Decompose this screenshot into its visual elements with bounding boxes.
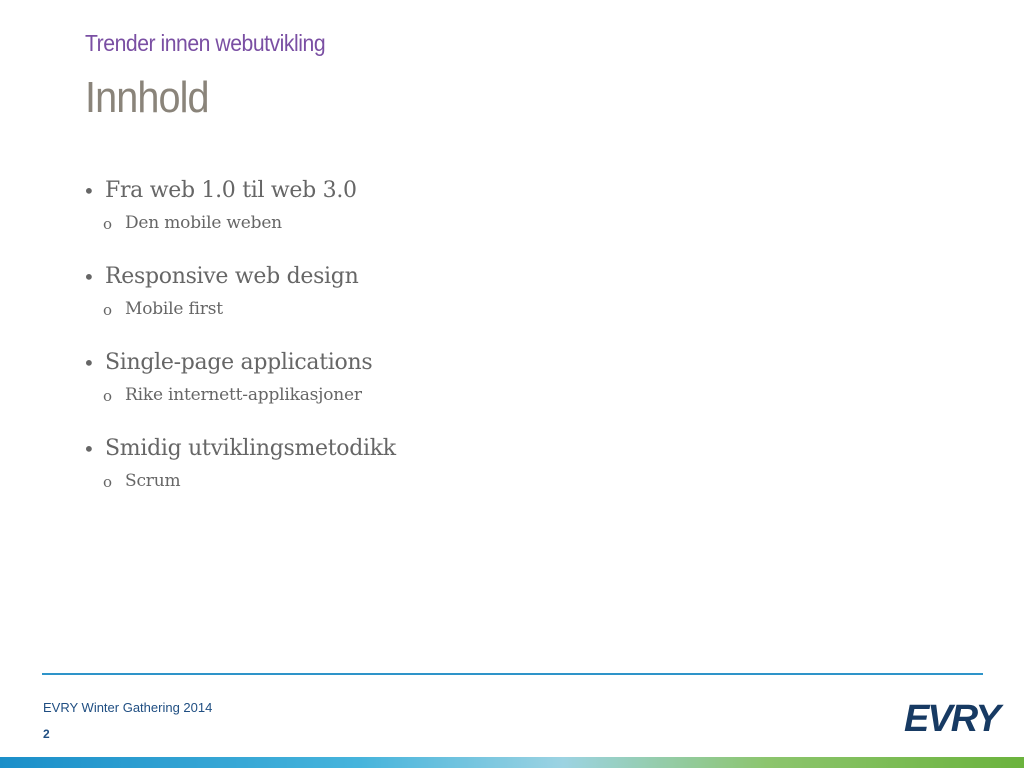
footer-divider <box>42 673 983 675</box>
bullet-text: Fra web 1.0 til web 3.0 <box>105 178 357 203</box>
bullet-text: Single-page applications <box>105 350 373 375</box>
evry-logo-icon <box>902 695 999 741</box>
sub-bullet-item <box>83 298 783 348</box>
bullet-dot-icon: • <box>83 179 95 203</box>
footer-event-name: EVRY Winter Gathering 2014 <box>43 700 213 715</box>
slide-title: Innhold <box>85 73 209 122</box>
bullet-list <box>83 176 783 520</box>
sub-bullet-ring-icon: o <box>103 215 112 233</box>
sub-bullet-item <box>83 384 783 434</box>
sub-bullet-text: Mobile first <box>125 299 223 319</box>
bullet-text: Smidig utviklingsmetodikk <box>105 436 396 461</box>
bullet-dot-icon: • <box>83 351 95 375</box>
slide-subtitle: Trender innen webutvikling <box>85 30 326 56</box>
bullet-text: Responsive web design <box>105 264 359 289</box>
sub-bullet-item <box>83 470 783 520</box>
sub-bullet-ring-icon: o <box>103 301 112 319</box>
sub-bullet-text: Scrum <box>125 471 181 491</box>
bullet-item <box>83 348 783 380</box>
page-number: 2 <box>43 727 50 741</box>
bullet-item <box>83 434 783 466</box>
footer-gradient-bar <box>0 757 1024 768</box>
sub-bullet-ring-icon: o <box>103 387 112 405</box>
bullet-item <box>83 262 783 294</box>
sub-bullet-item <box>83 212 783 262</box>
bullet-dot-icon: • <box>83 437 95 461</box>
bullet-dot-icon: • <box>83 265 95 289</box>
sub-bullet-text: Den mobile weben <box>125 213 282 233</box>
bullet-item <box>83 176 783 208</box>
evry-logo-text: EVRY <box>904 698 999 740</box>
sub-bullet-text: Rike internett-applikasjoner <box>125 385 362 405</box>
sub-bullet-ring-icon: o <box>103 473 112 491</box>
